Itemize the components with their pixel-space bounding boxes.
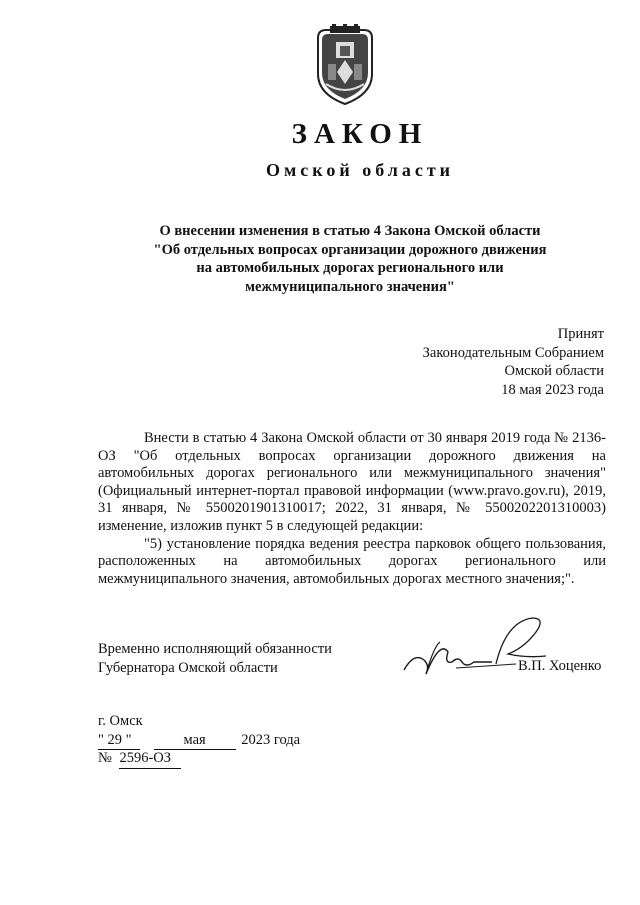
- date-day: " 29 ": [98, 731, 140, 751]
- adoption-date: 18 мая 2023 года: [501, 381, 604, 398]
- date-year: 2023 года: [241, 731, 301, 748]
- law-number: 2596-ОЗ: [119, 749, 181, 769]
- signer-name: В.П. Хоценко: [518, 658, 602, 674]
- signer-position: [98, 640, 332, 677]
- city: г. Омск: [98, 713, 143, 729]
- body-paragraph: "5) установление порядка ведения реестра парковок общего пользования, расположенных на автомобильных дорогах регионального или межмуниципального значения, автомобильных дорогах местного значения;".: [98, 535, 606, 587]
- document-subtitle: Омской области: [265, 160, 455, 180]
- body-paragraph: Внести в статью 4 Закона Омской области от 30 января 2019 года № 2136-ОЗ "Об отдельных вопросах организации дорожного движения на автомобильных дорогах регионального или межмуниципального значения" (Официальный интернет-портал правовой информации (www.pravo.gov.ru), 2019, 31 января, № 5500201901310017; 2022, 31 января, № 5500202201310003) изменение, изложив пункт 5 в следующей редакции:: [98, 430, 606, 534]
- signer-position-line: Губернатора Омской области: [98, 659, 278, 676]
- adoption-block: [423, 325, 604, 399]
- document-title: ЗАКОН: [291, 118, 429, 150]
- law-body: [98, 430, 606, 588]
- date-month: мая: [154, 731, 236, 751]
- number-row: [98, 749, 300, 768]
- adoption-line: Законодательным Собранием: [422, 344, 604, 361]
- heading-line: О внесении изменения в статью 4 Закона Омской области: [159, 223, 541, 239]
- place-date-block: [98, 712, 300, 768]
- number-prefix: №: [98, 750, 112, 766]
- heading-line: межмуниципального значения": [245, 278, 455, 295]
- adoption-line: Принят: [557, 326, 604, 342]
- law-heading: [120, 222, 580, 296]
- heading-line: "Об отдельных вопросах организации дорожного движения: [153, 241, 547, 258]
- adoption-line: Омской области: [504, 363, 604, 379]
- handwritten-signature: [396, 612, 556, 692]
- signer-position-line: Временно исполняющий обязанности: [98, 641, 332, 657]
- date-row: [98, 731, 300, 750]
- heading-line: на автомобильных дорогах регионального или: [196, 260, 504, 276]
- coat-of-arms-icon: [312, 24, 378, 106]
